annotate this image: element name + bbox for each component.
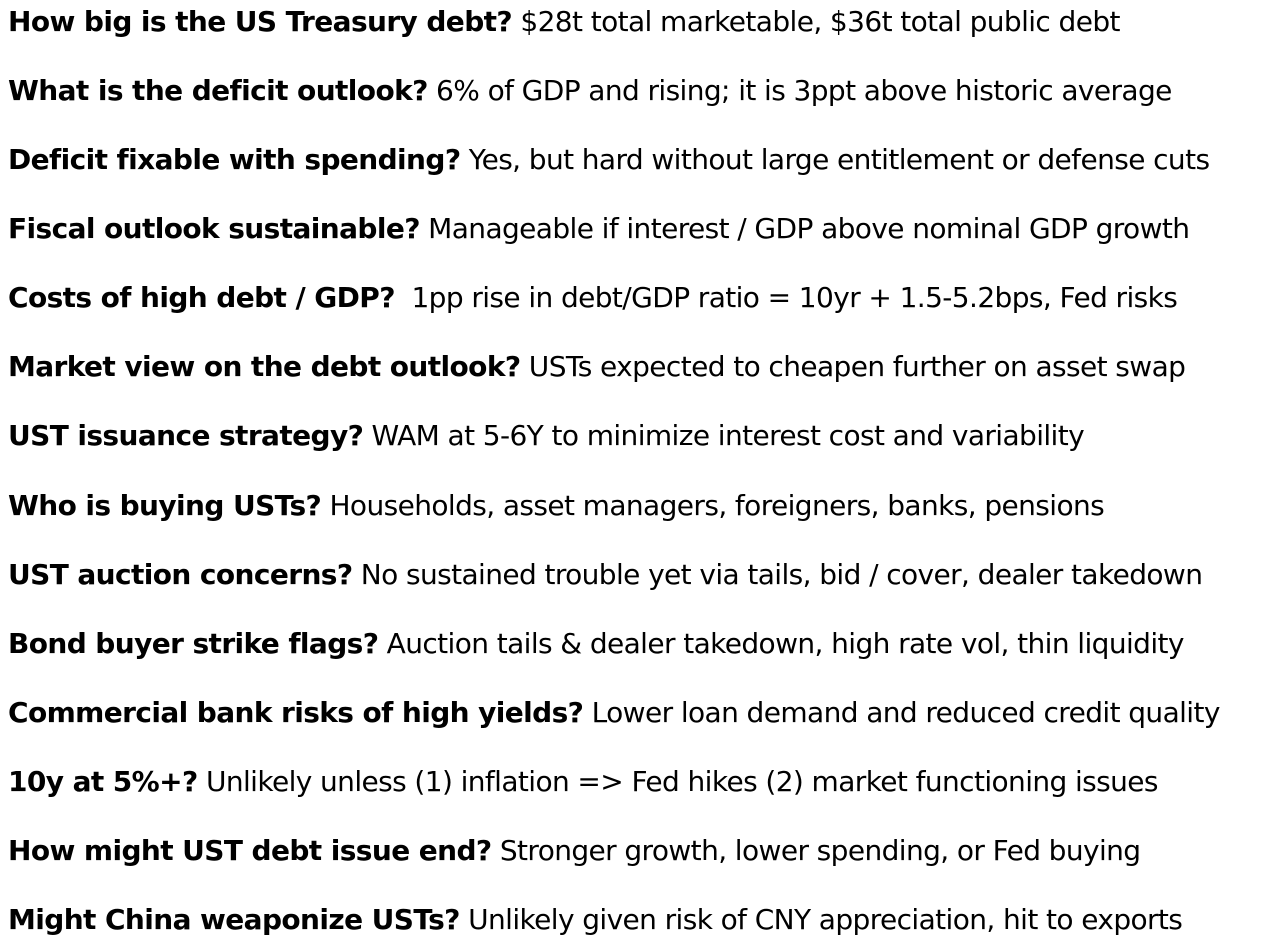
faq-item [8,2,1120,42]
faq-question: UST issuance strategy? [8,419,364,452]
faq-item [8,831,1140,871]
faq-answer: Unlikely given risk of CNY appreciation, hit to exports [459,903,1183,936]
faq-answer: $28t total marketable, $36t total public debt [512,5,1120,38]
faq-item [8,486,1104,526]
faq-answer: No sustained trouble yet via tails, bid / cover, dealer takedown [352,558,1203,591]
faq-question: Fiscal outlook sustainable? [8,212,420,245]
faq-question: How big is the US Treasury debt? [8,5,513,38]
faq-answer: WAM at 5-6Y to minimize interest cost and variability [363,419,1085,452]
faq-item [8,278,1177,318]
faq-question: UST auction concerns? [8,558,353,591]
faq-question: How might UST debt issue end? [8,834,492,867]
faq-answer: 1pp rise in debt/GDP ratio = 10yr + 1.5-5.2bps, Fed risks [394,281,1178,314]
faq-question: Who is buying USTs? [8,489,322,522]
faq-item [8,624,1184,664]
faq-item [8,140,1209,180]
faq-question: Deficit fixable with spending? [8,143,461,176]
faq-answer: Manageable if interest / GDP above nominal GDP growth [419,212,1190,245]
faq-answer: USTs expected to cheapen further on asset swap [520,350,1186,383]
faq-answer: Auction tails & dealer takedown, high rate vol, thin liquidity [378,627,1184,660]
faq-question: Commercial bank risks of high yields? [8,696,584,729]
faq-question: Might China weaponize USTs? [8,903,460,936]
faq-question: Bond buyer strike flags? [8,627,379,660]
faq-question: What is the deficit outlook? [8,74,428,107]
faq-item [8,416,1084,456]
faq-item [8,71,1172,111]
faq-question: Costs of high debt / GDP? [8,281,395,314]
faq-question: Market view on the debt outlook? [8,350,521,383]
faq-item [8,347,1185,387]
faq-item [8,209,1189,249]
faq-answer: Lower loan demand and reduced credit quality [583,696,1220,729]
faq-answer: 6% of GDP and rising; it is 3ppt above historic average [427,74,1172,107]
faq-question: 10y at 5%+? [8,765,198,798]
faq-item [8,693,1220,733]
faq-answer: Yes, but hard without large entitlement or defense cuts [460,143,1210,176]
faq-answer: Unlikely unless (1) inflation => Fed hikes (2) market functioning issues [197,765,1158,798]
faq-item [8,762,1158,802]
faq-item [8,555,1202,595]
faq-answer: Stronger growth, lower spending, or Fed buying [491,834,1141,867]
faq-list [8,0,1284,944]
faq-item [8,900,1182,940]
faq-answer: Households, asset managers, foreigners, banks, pensions [321,489,1105,522]
